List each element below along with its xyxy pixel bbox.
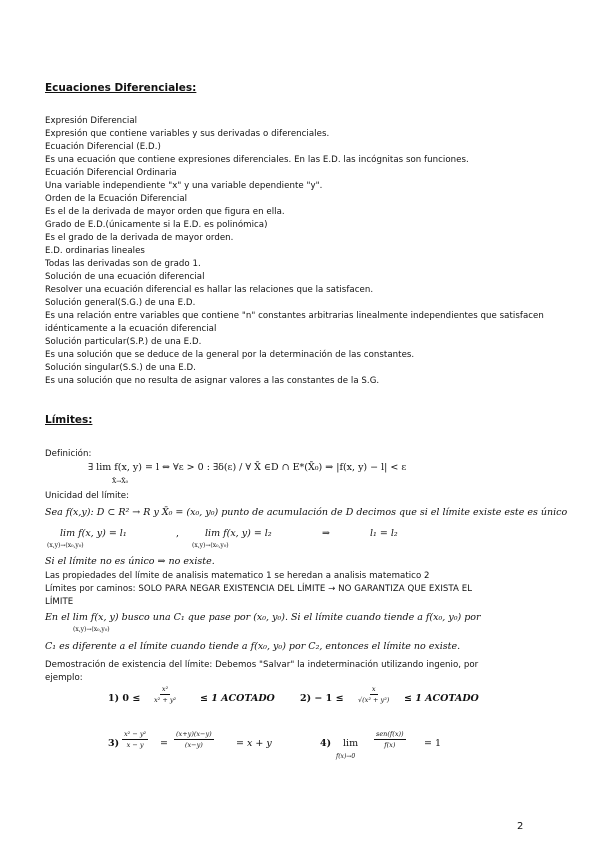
implies-symbol: ⇒ [322, 528, 330, 539]
document-page: Ecuaciones Diferenciales: Expresión Diferencial Expresión que contiene variables y sus derivadas o diferenciales. Ecuación Diferencial (E.D.) Es una ecuación que contiene expresiones diferenciales. En las E.D. las incógnitas son funciones. Ecuación Diferencial Ordinaria Una variable independiente "x" y una variable dependiente "y". Orden de la Ecuación Diferencial Es el de la derivada de mayor orden que figura en ella. Grado de E.D.(únicamente si la E.D. es polinómica) Es el grado de la derivada de mayor orden. E.D. ordinarias lineales Todas las derivadas son de grado 1. Solución de una ecuación diferencial Resolver una ecuación diferencial es hallar las relaciones que la satisfacen. Solución general(S.G.) de una E.D. Es una relación entre variables que contiene "n" constantes arbitrarias linealmente independientes que satisfacen idénticamente a la ecuación diferencial Solución particular(S.P.) de una E.D. Es una solución que se deduce de la general por la determinación de las constantes. Solución singular(S.S.) de una E.D. Es una solución que no resulta de asignar valores a las constantes de la S.G. Límites: Definición: ∃ lim f(x, y) = l ⇔ ∀ε > 0 : ∃δ(ε) / ∀ X̄ ∈D ∩ E*(X̄₀) ⇒ |f(x, y) − l| < ε X̄→X̄₀ Unicidad del límite: Sea f(x,y): D ⊂ R² → R y X̄₀ = (x₀, y₀) punto de acumulación de D decimos que si el límite existe este es único lim f(x, y) = l₁ (x,y)→(x₀,y₀) , lim f(x, y) = l₂ (x,y)→(x₀,y₀) ⇒ l₁ = l₂ Si el límite no es único ⇒ no existe. Las propiedades del límite de analisis matematico 1 se heredan a analisis matematico 2 Límites por caminos: SOLO PARA NEGAR EXISTENCIA DEL LÍMITE → NO GARANTIZA QUE EXISTA EL LÍMITE En el lim f(x, y) busco una C₁ que pase por (x₀, y₀). Si el límite cuando tiende a f(x₀, y₀) por (x,y)→(x₀,y₀) C₁ es diferente a el límite cuando tiende a f(x₀, y₀) por C₂, entonces el límite no existe. Demostración de existencia del límite: Debemos "Salvar" la indeterminación utilizando ingenio, por ejemplo: 1) 0 ≤ $\frac{\text{x²}}{\text{x² + y²}}$ ≤ 1 ACOTADO 2) − 1 ≤ $\frac{x}{\text{√(x² + y²)}}$ ≤ 1 ACOTADO 3) $\frac{\text{x² − y²}}{x - y}$ = $\frac{(x+y)(x-y)}{(x-y)}$ = x + y 4) lim f(x)→0 sen(f(x)) f(x) = 1 2 [45, 82, 568, 832]
definicion-label: Definición: [45, 449, 92, 459]
example-2-tail: ≤ 1 ACOTADO [404, 693, 479, 704]
ecuaciones-line: Una variable independiente "x" y una variable dependiente "y". [45, 181, 323, 191]
ecuaciones-line: Ecuación Diferencial (E.D.) [45, 142, 161, 152]
limit-l1-sub: (x,y)→(x₀,y₀) [47, 542, 84, 549]
ecuaciones-line: Grado de E.D.(únicamente si la E.D. es polinómica) [45, 220, 268, 230]
unicidad-label: Unicidad del límite: [45, 491, 130, 501]
definicion-formula-sub: X̄→X̄₀ [112, 478, 128, 485]
ecuaciones-line: Ecuación Diferencial Ordinaria [45, 168, 177, 178]
ecuaciones-line: E.D. ordinarias lineales [45, 246, 145, 256]
example-1-fraction: $\frac{\text{x²}}{\text{x² + y²}}$ [154, 685, 177, 704]
ecuaciones-line: Es el grado de la derivada de mayor orden. [45, 233, 234, 243]
example-1-label: 1) 0 ≤ [108, 693, 141, 704]
example-2-fraction: $\frac{x}{\text{√(x² + y²)}}$ [358, 685, 390, 704]
example-3-label: 3) [108, 738, 120, 749]
example-3-tail: = x + y [236, 738, 272, 749]
ecuaciones-line: Es una solución que no resulta de asignar valores a las constantes de la S.G. [45, 376, 380, 386]
example-4-lim: lim [343, 738, 359, 749]
ecuaciones-line: Es una ecuación que contiene expresiones diferenciales. En las E.D. las incógnitas son funciones. [45, 155, 469, 165]
ecuaciones-line: Solución general(S.G.) de una E.D. [45, 298, 196, 308]
example-3-fraction-2: $\frac{(x+y)(x-y)}{(x-y)}$ [176, 730, 212, 749]
ecuaciones-line: Orden de la Ecuación Diferencial [45, 194, 188, 204]
caminos-text-1: Límites por caminos: SOLO PARA NEGAR EXISTENCIA DEL LÍMITE → NO GARANTIZA QUE EXISTA EL [45, 584, 473, 594]
ecuaciones-line: Todas las derivadas son de grado 1. [45, 259, 201, 269]
limit-l2: lim f(x, y) = l₂ [205, 528, 272, 539]
example-4-sub: f(x)→0 [336, 753, 356, 760]
ecuaciones-line: Expresión Diferencial [45, 116, 138, 126]
example-4-tail: = 1 [424, 738, 442, 749]
ecuaciones-line: Expresión que contiene variables y sus derivadas o diferenciales. [45, 129, 330, 139]
ecuaciones-line: Solución de una ecuación diferencial [45, 272, 205, 282]
ecuaciones-line: Resolver una ecuación diferencial es hallar las relaciones que la satisfacen. [45, 285, 374, 295]
demostracion-text-2: ejemplo: [45, 673, 83, 683]
caminos-formula-2: C₁ es diferente a el límite cuando tiende a f(x₀, y₀) por C₂, entonces el límite no existe. [45, 641, 461, 652]
caminos-text-2: LÍMITE [45, 597, 74, 607]
example-4-label: 4) [320, 738, 332, 749]
unicidad-formula: Sea f(x,y): D ⊂ R² → R y X̄₀ = (x₀, y₀) punto de acumulación de D decimos que si el límite existe este es único [45, 507, 568, 518]
definicion-formula: ∃ lim f(x, y) = l ⇔ ∀ε > 0 : ∃δ(ε) / ∀ X̄ ∈D ∩ E*(X̄₀) ⇒ |f(x, y) − l| < ε [88, 462, 407, 473]
example-1-tail: ≤ 1 ACOTADO [200, 693, 275, 704]
ecuaciones-line: Es una relación entre variables que contiene "n" constantes arbitrarias linealmente independientes que satisfacen [45, 311, 544, 321]
caminos-formula-sub: (x,y)→(x₀,y₀) [73, 626, 110, 633]
limit-equality: l₁ = l₂ [370, 528, 398, 539]
section-title-limites: Límites: [45, 414, 93, 426]
example-3-equals: = [160, 738, 168, 749]
example-3-fraction-1: $\frac{\text{x² − y²}}{x - y}$ [124, 730, 147, 749]
example-4-fraction: sen(f(x)) f(x) [376, 730, 404, 749]
no-unico-text: Si el límite no es único ⇒ no existe. [45, 556, 215, 567]
demostracion-text-1: Demostración de existencia del límite: Debemos "Salvar" la indeterminación utilizando ingenio, por [45, 660, 479, 670]
example-2-label: 2) − 1 ≤ [300, 693, 344, 704]
ecuaciones-line: idénticamente a la ecuación diferencial [45, 324, 217, 334]
ecuaciones-line: Solución singular(S.S.) de una E.D. [45, 363, 196, 373]
limit-l1: lim f(x, y) = l₁ [60, 528, 127, 539]
limit-l2-sub: (x,y)→(x₀,y₀) [192, 542, 229, 549]
ecuaciones-line: Solución particular(S.P.) de una E.D. [45, 337, 202, 347]
ecuaciones-line: Es una solución que se deduce de la general por la determinación de las constantes. [45, 350, 415, 360]
section-title-ecuaciones: Ecuaciones Diferenciales: [45, 82, 197, 94]
page-number: 2 [517, 821, 524, 832]
propiedades-text: Las propiedades del límite de analisis matematico 1 se heredan a analisis matematico 2 [45, 571, 430, 581]
ecuaciones-line: Es el de la derivada de mayor orden que figura en ella. [45, 207, 285, 217]
caminos-formula-1: En el lim f(x, y) busco una C₁ que pase por (x₀, y₀). Si el límite cuando tiende a f(x₀, y₀) por [45, 612, 481, 623]
